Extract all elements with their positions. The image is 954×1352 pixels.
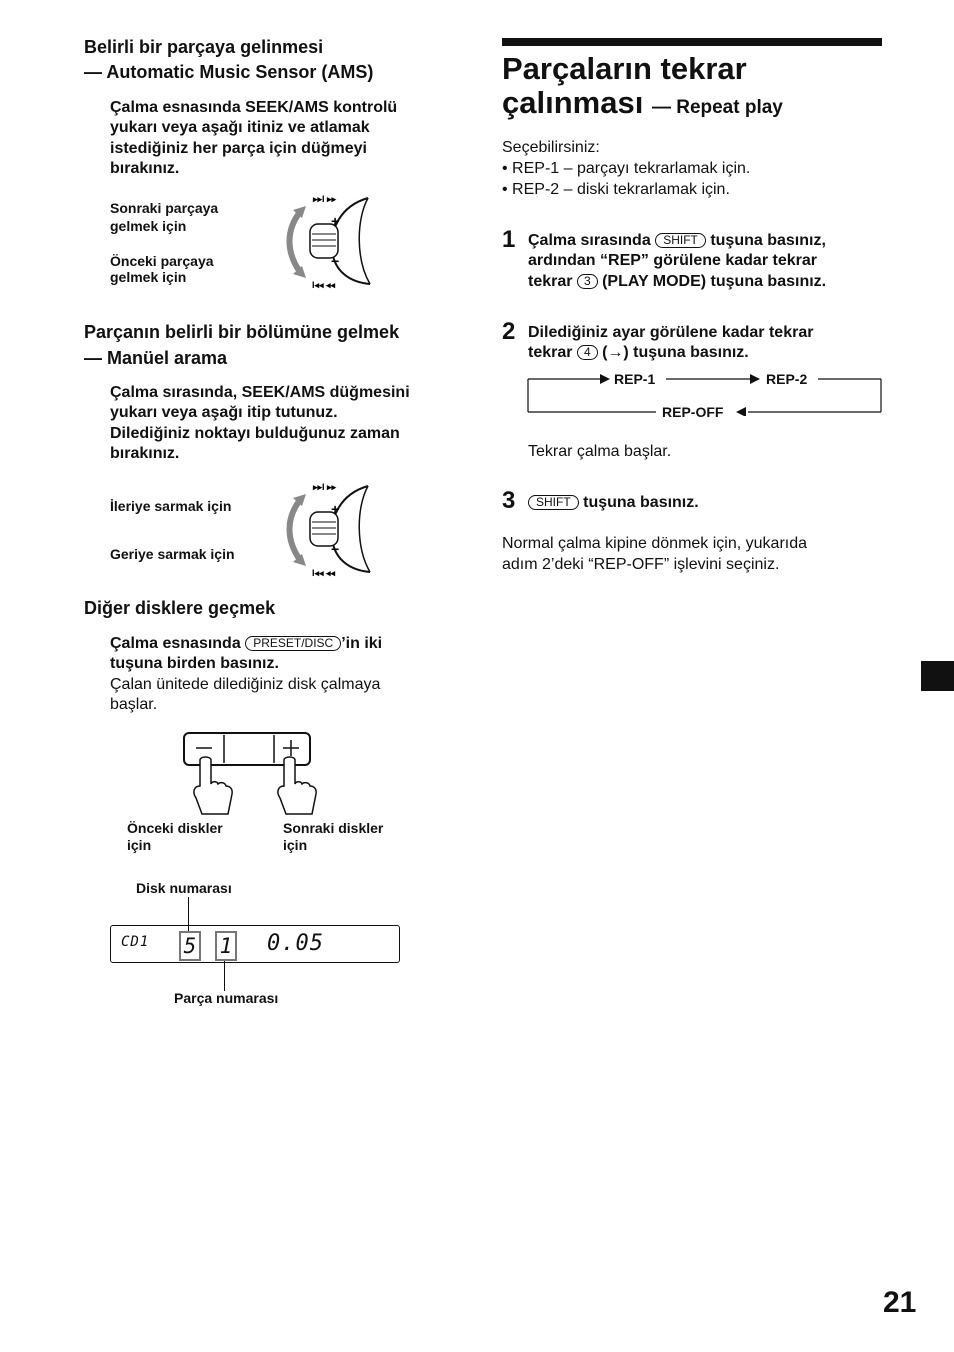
- shift-key: SHIFT: [655, 233, 706, 248]
- shift-key: SHIFT: [528, 495, 579, 510]
- note-line2: adım 2’deki “REP-OFF” işlevini seçiniz.: [502, 556, 780, 573]
- step1-l1-post: tuşuna basınız,: [710, 232, 826, 249]
- ams-label-prev-1: Önceki parçaya: [110, 253, 214, 269]
- disc-result-line1: Çalan ünitede dilediğiniz disk çalmaya: [110, 676, 381, 693]
- page-title-line2: [502, 86, 783, 125]
- step2-l2-post: (→) tuşuna basınız.: [602, 344, 749, 361]
- manual-heading-line1: Parçanın belirli bir bölümüne gelmek: [84, 322, 400, 342]
- manual-instruction-4: bırakınız.: [110, 445, 180, 462]
- step2-result: Tekrar çalma başlar.: [528, 443, 672, 460]
- label-track-number: Parça numarası: [174, 990, 279, 1006]
- svg-text:−: −: [331, 253, 340, 269]
- flow-rep2: REP-2: [766, 371, 808, 387]
- disc-instruction-line1: [110, 634, 382, 655]
- step3-line: [528, 493, 699, 514]
- seek-ams-control-icon: [278, 478, 378, 578]
- ams-heading-line1: Belirli bir parçaya gelinmesi: [84, 37, 324, 57]
- display-cd: CD1: [121, 934, 150, 950]
- intro-text: Seçebilirsiniz:: [502, 139, 600, 156]
- disc-instr-post: ’in iki: [341, 635, 383, 652]
- bullet-rep2: • REP-2 – diski tekrarlamak için.: [502, 181, 730, 198]
- svg-text:I◂◂ ◂◂: I◂◂ ◂◂: [312, 568, 336, 578]
- ams-instruction-4: bırakınız.: [110, 160, 180, 177]
- label-backward: Geriye sarmak için: [110, 546, 235, 562]
- step1-l3-post: (PLAY MODE) tuşuna basınız.: [602, 273, 827, 290]
- title-rule: [502, 38, 882, 46]
- manual-heading-line2: — Manüel arama: [84, 348, 228, 368]
- preset-disc-key: PRESET/DISC: [245, 636, 341, 651]
- step2-line1: Dilediğiniz ayar görülene kadar tekrar: [528, 324, 814, 341]
- disc-instruction-line2: tuşuna birden basınız.: [110, 655, 279, 672]
- flow-repoff: REP-OFF: [662, 404, 724, 420]
- ams-instruction-3: istediğiniz her parça için düğmeyi: [110, 140, 367, 157]
- preset-disc-buttons-icon: [180, 730, 320, 820]
- svg-text:▸▸I ▸▸: ▸▸I ▸▸: [313, 194, 337, 204]
- label-next-discs-1: Sonraki diskler: [283, 820, 384, 836]
- bullet-rep1: • REP-1 – parçayı tekrarlamak için.: [502, 160, 751, 177]
- key-3: 3: [577, 274, 598, 289]
- svg-text:+: +: [331, 501, 340, 517]
- svg-text:−: −: [331, 541, 340, 557]
- section-tab-marker: [921, 661, 954, 691]
- page-title-line1: Parçaların tekrar: [502, 51, 747, 86]
- lcd-display: [110, 925, 400, 963]
- manual-instruction-3: Dilediğiniz noktayı bulduğunuz zaman: [110, 425, 400, 442]
- step2-number: 2: [502, 318, 516, 345]
- track-number-leader: [224, 961, 225, 991]
- label-forward: İleriye sarmak için: [110, 498, 232, 514]
- label-prev-discs-1: Önceki diskler: [127, 820, 223, 836]
- step1-line1: [528, 231, 826, 252]
- ams-label-prev-2: gelmek için: [110, 269, 187, 285]
- svg-text:▸▸I ▸▸: ▸▸I ▸▸: [313, 482, 337, 492]
- svg-text:I◂◂ ◂◂: I◂◂ ◂◂: [312, 280, 336, 290]
- label-disc-number: Disk numarası: [136, 880, 232, 896]
- page-number: 21: [883, 1286, 917, 1319]
- ams-label-next-1: Sonraki parçaya: [110, 200, 219, 216]
- page-title-subtitle: — Repeat play: [651, 97, 783, 118]
- page-title-word: çalınması: [502, 85, 644, 120]
- ams-instruction-1: Çalma esnasında SEEK/AMS kontrolü: [110, 99, 398, 116]
- ams-label-next-2: gelmek için: [110, 218, 187, 234]
- note-line1: Normal çalma kipine dönmek için, yukarıda: [502, 535, 808, 552]
- step2-l2-pre: tekrar: [528, 344, 573, 361]
- step1-l1-pre: Çalma sırasında: [528, 232, 651, 249]
- key-4: 4: [577, 345, 598, 360]
- display-disc-number: 5: [179, 931, 201, 961]
- ams-instruction-2: yukarı veya aşağı itiniz ve atlamak: [110, 119, 370, 136]
- seek-ams-control-icon: [278, 190, 378, 290]
- disc-heading: Diğer disklere geçmek: [84, 598, 276, 618]
- step3-number: 3: [502, 487, 516, 514]
- step1-l3-pre: tekrar: [528, 273, 573, 290]
- step1-number: 1: [502, 226, 516, 253]
- label-next-discs-2: için: [283, 837, 308, 853]
- step2-line2: [528, 343, 749, 364]
- label-prev-discs-2: için: [127, 837, 152, 853]
- manual-instruction-1: Çalma sırasında, SEEK/AMS düğmesini: [110, 384, 410, 401]
- display-time: 0.05: [267, 931, 324, 956]
- disc-instr-pre: Çalma esnasında: [110, 635, 241, 652]
- ams-heading-line2: — Automatic Music Sensor (AMS): [84, 62, 374, 82]
- disc-result-line2: başlar.: [110, 696, 158, 713]
- display-track-number: 1: [215, 931, 237, 961]
- manual-instruction-2: yukarı veya aşağı itip tutunuz.: [110, 404, 338, 421]
- step1-line2: ardından “REP” görülene kadar tekrar: [528, 252, 817, 269]
- svg-text:+: +: [331, 213, 340, 229]
- step3-text: tuşuna basınız.: [583, 494, 699, 511]
- step1-line3: [528, 272, 826, 293]
- flow-rep1: REP-1: [614, 371, 656, 387]
